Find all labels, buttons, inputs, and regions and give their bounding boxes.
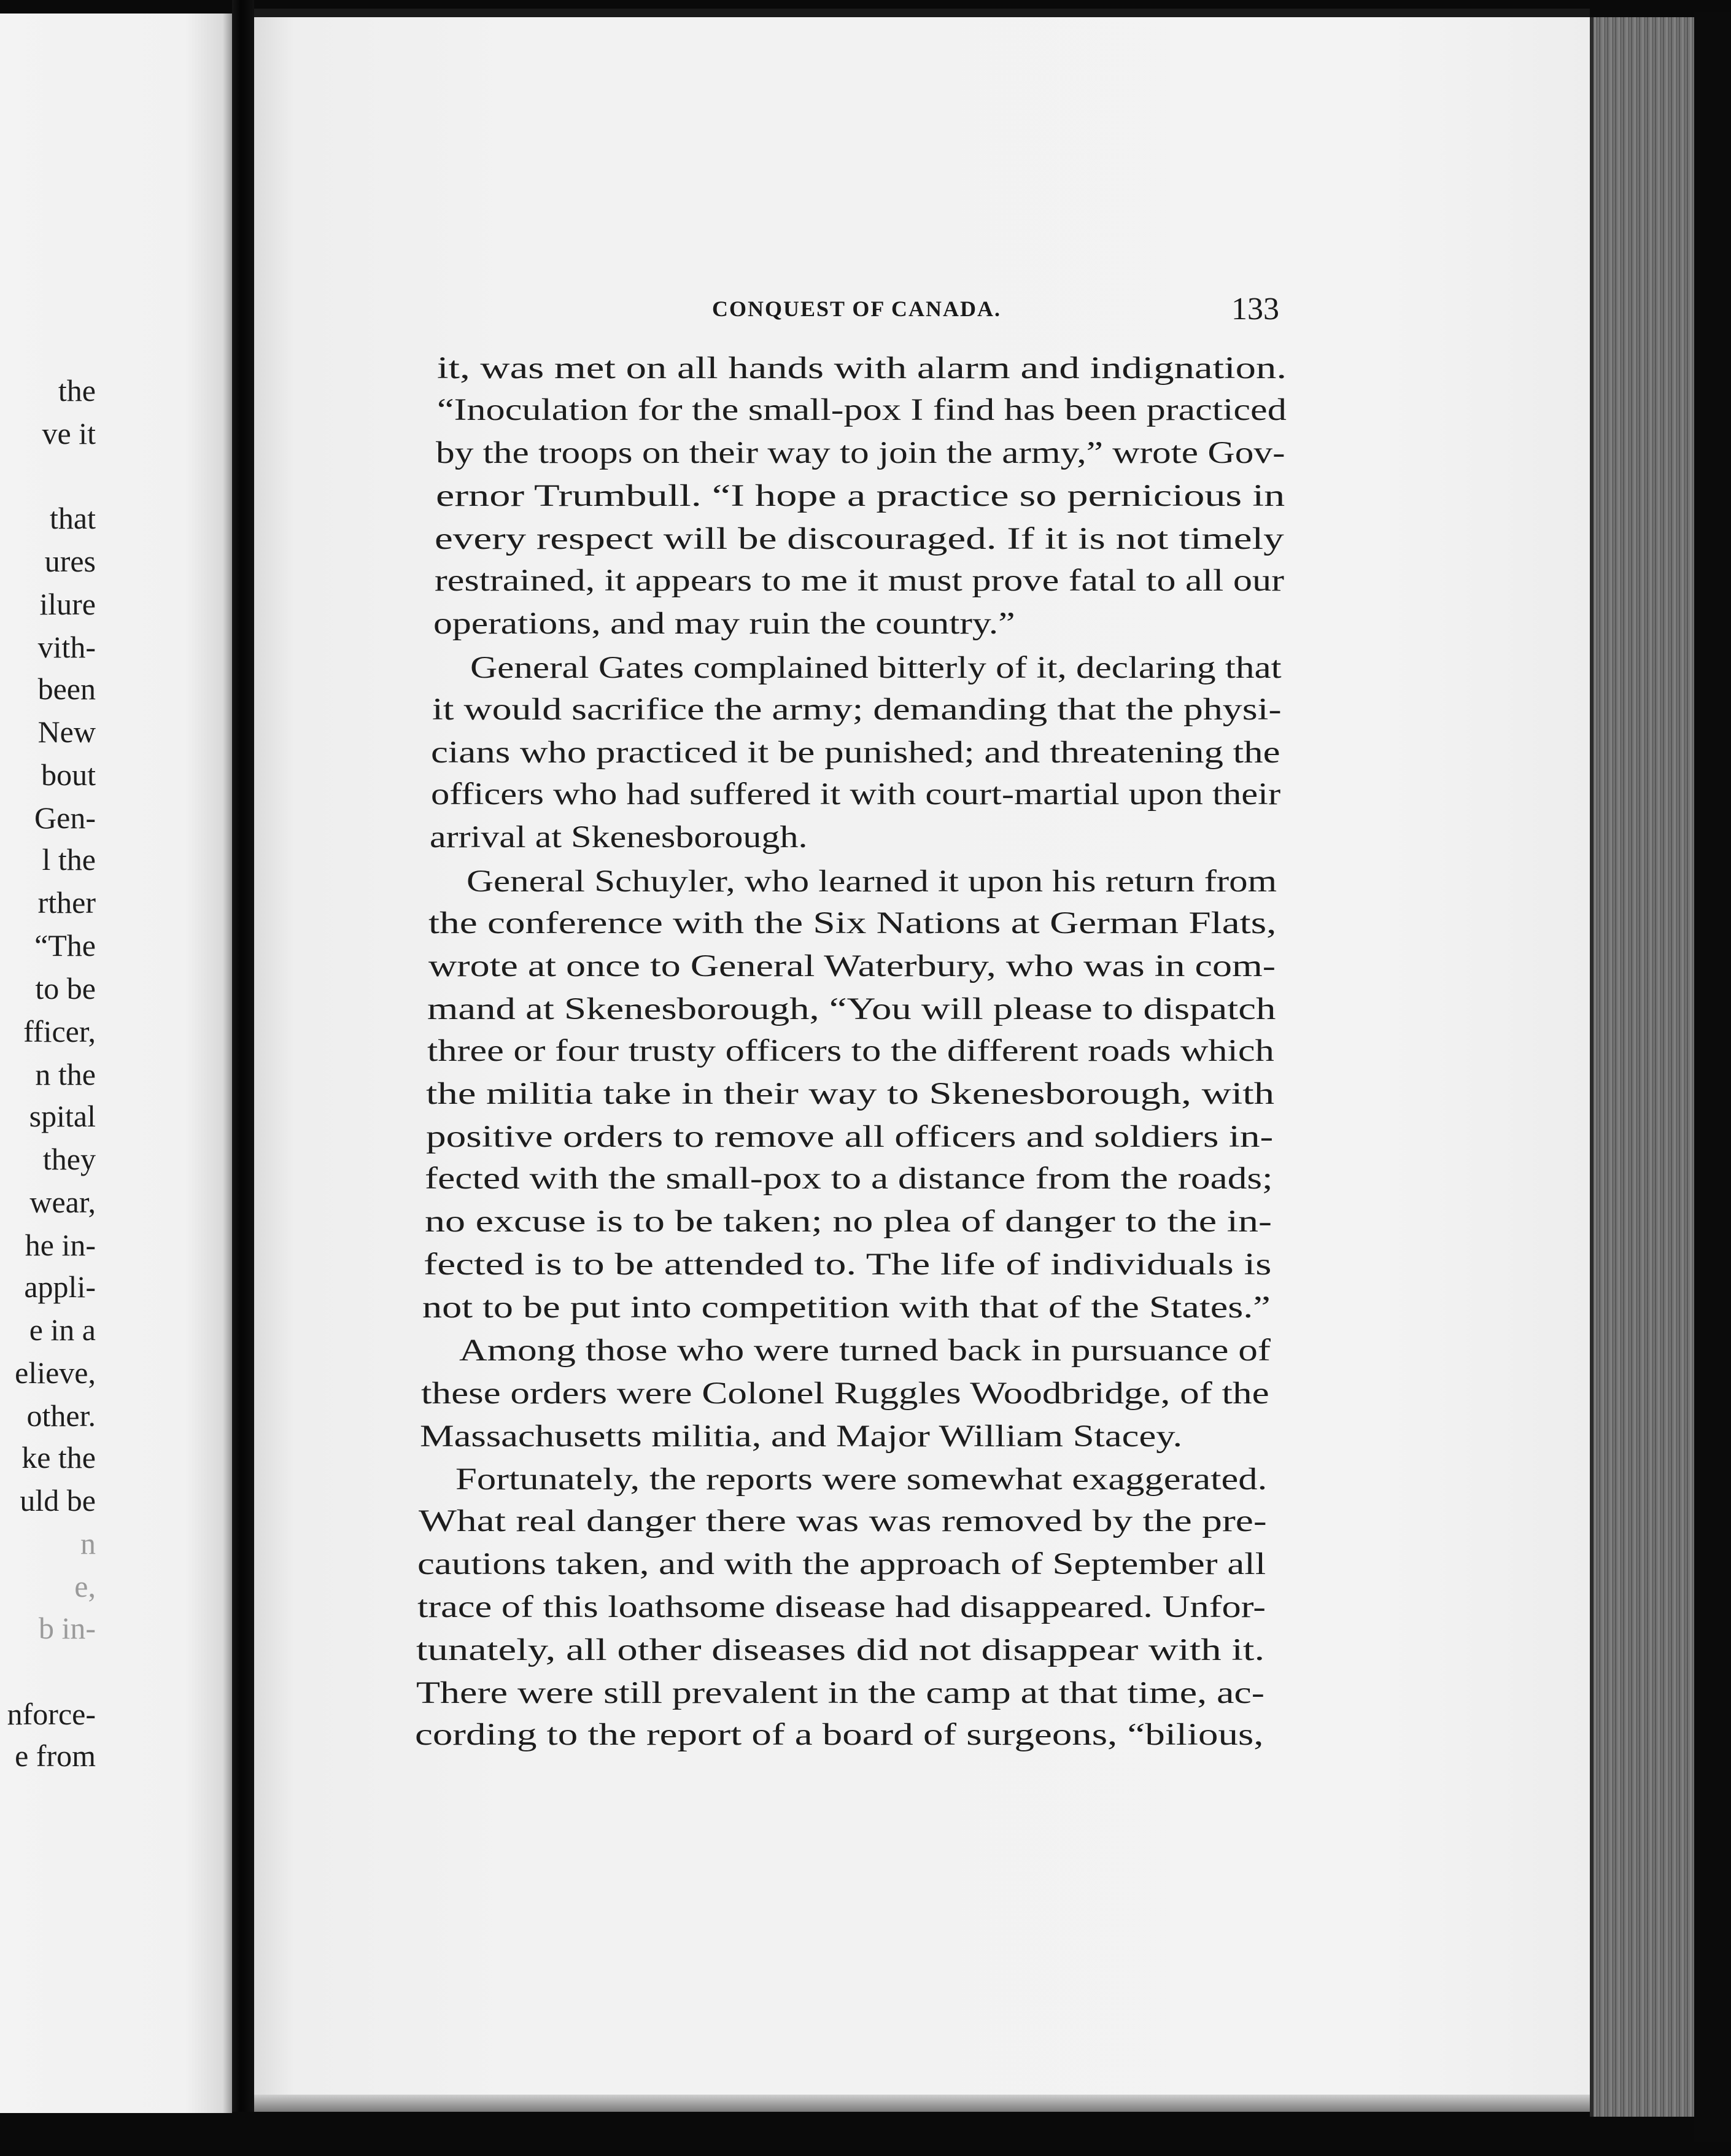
left-page-fragment: e, bbox=[74, 1569, 96, 1603]
left-page-fragment: that bbox=[50, 501, 96, 535]
body-line: Massachusetts militia, and Major William Stacey. bbox=[420, 1419, 1183, 1454]
body-line: positive orders to remove all officers and soldiers in- bbox=[426, 1120, 1274, 1154]
body-line: officers who had suffered it with court-martial upon their bbox=[431, 777, 1281, 812]
left-page-fragment: nforce- bbox=[7, 1697, 96, 1731]
body-line: no excuse is to be taken; no plea of danger to the in- bbox=[425, 1204, 1272, 1239]
body-line: mand at Skenesborough, “You will please to dispatch bbox=[427, 992, 1276, 1026]
left-page bbox=[0, 14, 232, 2113]
body-line: fected with the small-pox to a distance from the roads; bbox=[425, 1161, 1273, 1196]
body-line: trace of this loathsome disease had disappeared. Unfor- bbox=[417, 1590, 1266, 1624]
body-line: by the troops on their way to join the army,” wrote Gov- bbox=[436, 436, 1285, 470]
left-page-fragment: he in- bbox=[25, 1228, 96, 1262]
body-line: three or four trusty officers to the different roads which bbox=[427, 1034, 1274, 1068]
book-gutter bbox=[232, 0, 254, 2112]
left-page-fragment: to be bbox=[35, 971, 96, 1006]
left-page-fragment: wear, bbox=[29, 1185, 96, 1219]
body-line: it, was met on all hands with alarm and indignation. bbox=[437, 351, 1287, 386]
body-line: not to be put into competition with that of the States.” bbox=[422, 1290, 1271, 1325]
left-page-fragment: been bbox=[37, 672, 96, 706]
left-page-fragment: other. bbox=[26, 1398, 96, 1433]
body-line: fected is to be attended to. The life of individuals is bbox=[424, 1247, 1272, 1282]
left-page-fragment: spital bbox=[29, 1099, 96, 1133]
page-edges bbox=[1590, 17, 1710, 2117]
left-page-fragment: vith- bbox=[37, 630, 96, 664]
body-line: General Gates complained bitterly of it, declaring that bbox=[470, 651, 1282, 685]
left-page-fragment: elieve, bbox=[15, 1355, 96, 1390]
body-line: cians who practiced it be punished; and threatening the bbox=[431, 735, 1280, 770]
body-line: What real danger there was was removed by the pre- bbox=[419, 1504, 1267, 1538]
left-page-fragment: n bbox=[80, 1526, 96, 1561]
left-page-fragment: “The bbox=[34, 928, 96, 963]
left-page-fragment: New bbox=[37, 715, 96, 749]
left-page-fragment: l the bbox=[42, 842, 96, 877]
left-page-fragment: uld be bbox=[20, 1483, 96, 1518]
left-page-fragment: n the bbox=[35, 1057, 96, 1092]
body-line: wrote at once to General Waterbury, who was in com- bbox=[428, 949, 1276, 983]
left-page-fragment: ve it bbox=[42, 416, 96, 451]
left-page-fragment: Gen- bbox=[34, 801, 96, 835]
body-line: the conference with the Six Nations at German Flats, bbox=[428, 906, 1277, 940]
page-number: 133 bbox=[1231, 292, 1279, 327]
left-page-fragment: the bbox=[58, 373, 96, 408]
left-page-fragment: ures bbox=[44, 544, 96, 578]
left-page-fragment: e in a bbox=[29, 1313, 96, 1347]
body-line: operations, and may ruin the country.” bbox=[433, 607, 1015, 641]
body-line: the militia take in their way to Skenesborough, with bbox=[426, 1077, 1275, 1111]
body-line: Among those who were turned back in pursuance of bbox=[459, 1333, 1271, 1368]
page-edges-shadow bbox=[1694, 12, 1731, 2142]
body-line: tunately, all other diseases did not disappear with it. bbox=[416, 1633, 1265, 1667]
body-line: General Schuyler, who learned it upon his return from bbox=[467, 864, 1277, 899]
body-line: arrival at Skenesborough. bbox=[430, 820, 808, 855]
left-page-fragment: b in- bbox=[38, 1611, 96, 1645]
left-page-fragment: fficer, bbox=[23, 1014, 96, 1049]
body-line: There were still prevalent in the camp at that time, ac- bbox=[416, 1676, 1265, 1710]
left-page-fragment: they bbox=[42, 1142, 96, 1176]
left-page-fragment: bout bbox=[41, 758, 96, 792]
body-line: every respect will be discouraged. If it is not timely bbox=[435, 522, 1284, 556]
page-bottom-edge bbox=[254, 2095, 1590, 2112]
body-line: “Inoculation for the small-pox I find has been practiced bbox=[437, 393, 1287, 427]
body-line: ernor Trumbull. “I hope a practice so pernicious in bbox=[436, 479, 1285, 513]
left-page-fragment: ke the bbox=[21, 1440, 96, 1475]
left-page-fragment: appli- bbox=[24, 1270, 96, 1304]
body-line: cording to the report of a board of surgeons, “bilious, bbox=[415, 1718, 1264, 1752]
body-line: Fortunately, the reports were somewhat exaggerated. bbox=[455, 1462, 1268, 1497]
body-line: restrained, it appears to me it must prove fatal to all our bbox=[435, 564, 1284, 598]
left-page-fragment: e from bbox=[15, 1739, 96, 1773]
left-page-fragment: rther bbox=[37, 885, 96, 920]
body-line: cautions taken, and with the approach of September all bbox=[417, 1547, 1266, 1581]
left-page-fragment: ilure bbox=[39, 587, 96, 621]
running-head: CONQUEST OF CANADA. bbox=[712, 297, 1002, 321]
body-line: it would sacrifice the army; demanding that the physi- bbox=[432, 692, 1282, 727]
body-line: these orders were Colonel Ruggles Woodbridge, of the bbox=[421, 1376, 1269, 1411]
